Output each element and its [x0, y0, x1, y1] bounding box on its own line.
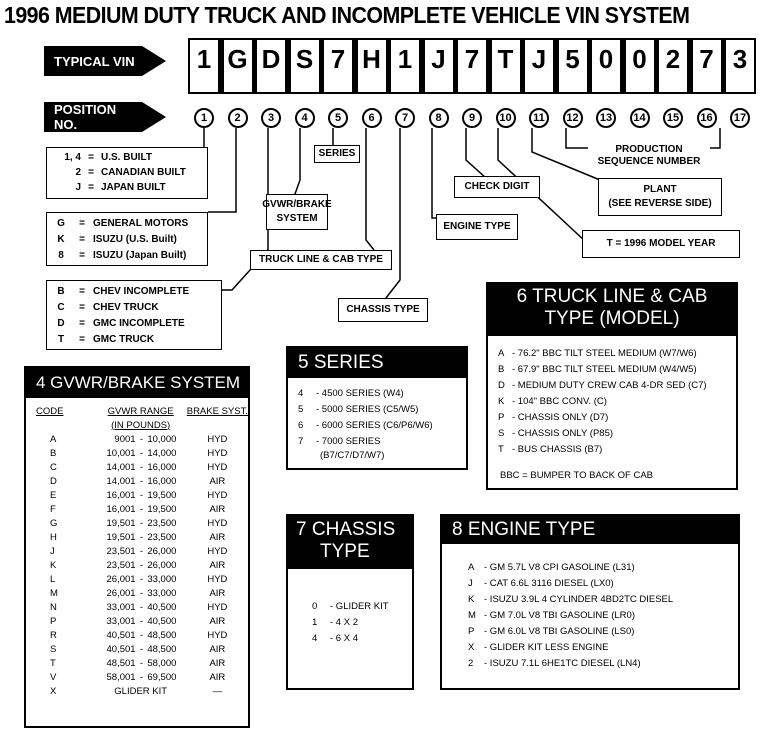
chassis-item: 1 - 4 X 2: [312, 617, 358, 628]
vehicle-type-box: [46, 280, 222, 350]
built-row: J = JAPAN BUILT: [75, 182, 166, 193]
gvwr-panel: [24, 366, 250, 728]
engine-panel: [440, 514, 740, 690]
built-country-box: [46, 147, 208, 199]
chassis-list: [288, 569, 412, 647]
make-row: 8 = ISUZU (Japan Built): [58, 249, 187, 261]
position-6: 6: [362, 108, 382, 128]
gvwr-table: [36, 404, 248, 698]
engine-item: A - GM 5.7L V8 CPI GASOLINE (L31): [468, 562, 635, 573]
position-no-arrowhead: [142, 102, 166, 132]
engine-item: P - GM 6.0L V8 TBI GASOLINE (LS0): [468, 626, 635, 637]
position-12: 12: [563, 108, 583, 128]
gvwr-row: C 14,001 - 16,000 HYD: [50, 461, 228, 473]
gvwr-row: S 40,501 - 48,500 AIR: [50, 643, 226, 655]
position-2: 2: [228, 108, 248, 128]
engine-item: M - GM 7.0L V8 TBI GASOLINE (LR0): [468, 610, 635, 621]
typical-vin-label: TYPICAL VIN: [44, 46, 142, 76]
truck-line-label: TRUCK LINE & CAB TYPE: [250, 250, 392, 270]
type-row: B = CHEV INCOMPLETE: [57, 285, 190, 297]
vin-char-6: H: [356, 38, 388, 94]
position-no-label: POSITION NO.: [44, 102, 142, 132]
vin-char-3: D: [255, 38, 287, 94]
vin-char-2: G: [222, 38, 254, 94]
gvwr-row: F 16,001 - 19,500 AIR: [50, 503, 226, 515]
gvwr-row: P 33,001 - 40,500 AIR: [50, 615, 226, 627]
vin-char-15: 2: [657, 38, 689, 94]
truck-line-item: T - BUS CHASSIS (B7): [498, 444, 603, 455]
position-5: 5: [328, 108, 348, 128]
make-row: G = GENERAL MOTORS: [57, 217, 189, 229]
position-7: 7: [395, 108, 415, 128]
built-row: 2 = CANADIAN BUILT: [75, 167, 186, 178]
gvwr-row: T 48,501 - 58,000 AIR: [50, 657, 226, 669]
gvwr-row: B 10,001 - 14,000 HYD: [50, 447, 228, 459]
vin-char-11: J: [523, 38, 555, 94]
chassis-panel: [286, 514, 414, 690]
truck-line-item: S - CHASSIS ONLY (P85): [498, 428, 614, 439]
vin-char-8: J: [423, 38, 455, 94]
vin-char-16: 7: [691, 38, 723, 94]
chassis-header: 7 CHASSIS TYPE: [288, 516, 412, 569]
engine-item: X - GLIDER KIT LESS ENGINE: [468, 642, 609, 653]
gvwr-row: R 40,501 - 48,500 HYD: [50, 629, 228, 641]
page-title: 1996 MEDIUM DUTY TRUCK AND INCOMPLETE VEHICLE VIN SYSTEM: [4, 2, 690, 28]
engine-list: [442, 544, 738, 672]
series-item: 4 - 4500 SERIES (W4): [298, 388, 404, 399]
chassis-item: 0 - GLIDER KIT: [312, 601, 389, 612]
gvwr-row: M 26,001 - 33,000 AIR: [50, 587, 226, 599]
chassis-type-label: CHASSIS TYPE: [338, 298, 428, 322]
position-9: 9: [462, 108, 482, 128]
gvwr-row: H 19,501 - 23,500 AIR: [50, 531, 226, 543]
vin-char-1: 1: [188, 38, 220, 94]
vin-char-10: T: [490, 38, 522, 94]
gvwr-row: V 58,001 - 69,500 AIR: [50, 671, 226, 683]
position-13: 13: [596, 108, 616, 128]
position-4: 4: [295, 108, 315, 128]
truck-line-list: [488, 336, 736, 481]
type-row: T = GMC TRUCK: [57, 333, 155, 345]
vin-char-7: 1: [389, 38, 421, 94]
make-row: K = ISUZU (U.S. Built): [57, 233, 177, 245]
truck-line-item: K - 104" BBC CONV. (C): [498, 396, 607, 407]
manufacturer-box: [46, 212, 208, 266]
engine-item: K - ISUZU 3.9L 4 CYLINDER 4BD2TC DIESEL: [468, 594, 674, 605]
gvwr-row: J 23,501 - 26,000 HYD: [50, 545, 228, 557]
gvwr-row: L 26,001 - 33,000 HYD: [50, 573, 228, 585]
bbc-note: BBC = BUMPER TO BACK OF CAB: [500, 470, 654, 481]
position-1: 1: [194, 108, 214, 128]
gvwr-row-glider: X GLIDER KIT —: [50, 685, 223, 697]
gvwr-header: 4 GVWR/BRAKE SYSTEM: [26, 368, 248, 398]
truck-line-item: A - 76.2" BBC TILT STEEL MEDIUM (W7/W6): [498, 348, 697, 359]
position-16: 16: [697, 108, 717, 128]
engine-header: 8 ENGINE TYPE: [442, 516, 738, 544]
truck-line-item: D - MEDIUM DUTY CREW CAB 4-DR SED (C7): [498, 380, 707, 391]
vin-char-5: 7: [322, 38, 354, 94]
truck-line-header: 6 TRUCK LINE & CAB TYPE (MODEL): [488, 284, 736, 336]
position-10: 10: [496, 108, 516, 128]
position-17: 17: [730, 108, 750, 128]
position-14: 14: [630, 108, 650, 128]
series-list: [288, 378, 466, 462]
vin-char-17: 3: [724, 38, 756, 94]
gvwr-row: A 9001 - 10,000 HYD: [50, 433, 228, 445]
vin-char-4: S: [289, 38, 321, 94]
gvwr-brake-label: GVWR/BRAKE SYSTEM: [266, 194, 328, 230]
gvwr-row: K 23,501 - 26,000 AIR: [50, 559, 226, 571]
gvwr-row: N 33,001 - 40,500 HYD: [50, 601, 228, 613]
gvwr-header-row: (IN POUNDS): [111, 419, 171, 431]
type-row: C = CHEV TRUCK: [57, 301, 159, 313]
truck-line-item: P - CHASSIS ONLY (D7): [498, 412, 609, 423]
series-item: (B7/C7/D7/W7): [320, 450, 385, 461]
gvwr-row: D 14,001 - 16,000 AIR: [50, 475, 226, 487]
series-item: 5 - 5000 SERIES (C5/W5): [298, 404, 419, 415]
check-digit-label: CHECK DIGIT: [454, 176, 540, 198]
engine-item: 2 - ISUZU 7.1L 6HE1TC DIESEL (LN4): [468, 658, 641, 669]
truck-line-item: B - 67.9" BBC TILT STEEL MEDIUM (W4/W5): [498, 364, 697, 375]
series-panel: [286, 346, 468, 470]
series-header: 5 SERIES: [288, 348, 466, 378]
engine-item: J - CAT 6.6L 3116 DIESEL (LX0): [468, 578, 614, 589]
position-11: 11: [529, 108, 549, 128]
truck-line-panel: [486, 282, 738, 490]
position-strip: [194, 108, 750, 128]
series-label: SERIES: [314, 145, 360, 163]
position-8: 8: [429, 108, 449, 128]
vin-char-13: 0: [590, 38, 622, 94]
series-item: 7 - 7000 SERIES: [298, 436, 381, 447]
type-row: D = GMC INCOMPLETE: [57, 317, 185, 329]
gvwr-header-row: CODE GVWR RANGE BRAKE SYST.: [36, 405, 248, 417]
vin-char-14: 0: [624, 38, 656, 94]
model-year-label: T = 1996 MODEL YEAR: [582, 230, 740, 258]
position-3: 3: [261, 108, 281, 128]
vin-strip: [188, 38, 756, 94]
built-row: 1, 4 = U.S. BUILT: [64, 152, 152, 163]
position-15: 15: [663, 108, 683, 128]
vin-char-9: 7: [456, 38, 488, 94]
chassis-item: 4 - 6 X 4: [312, 633, 358, 644]
gvwr-row: E 16,001 - 19,500 HYD: [50, 489, 228, 501]
production-sequence-label: PRODUCTION SEQUENCE NUMBER: [588, 144, 710, 168]
series-item: 6 - 6000 SERIES (C6/P6/W6): [298, 420, 433, 431]
engine-type-label: ENGINE TYPE: [436, 214, 518, 240]
gvwr-row: G 19,501 - 23,500 HYD: [50, 517, 228, 529]
vin-char-12: 5: [557, 38, 589, 94]
typical-vin-arrowhead: [142, 46, 166, 76]
plant-label: PLANT (SEE REVERSE SIDE): [598, 178, 722, 216]
